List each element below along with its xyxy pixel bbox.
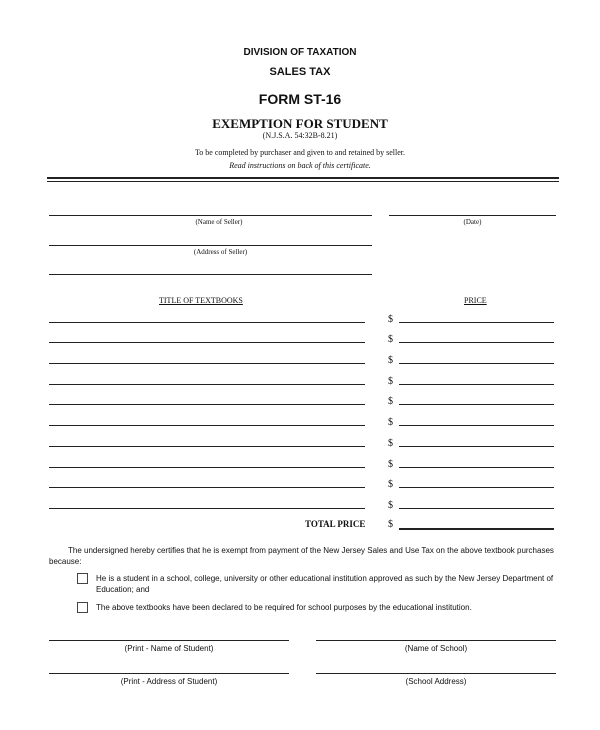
seller-name-line[interactable] bbox=[49, 215, 372, 216]
seller-address-line[interactable] bbox=[49, 245, 372, 246]
price-line[interactable] bbox=[399, 446, 554, 447]
school-address-line[interactable] bbox=[316, 673, 556, 674]
price-header: PRICE bbox=[464, 296, 487, 305]
textbook-title-line[interactable] bbox=[49, 446, 365, 447]
textbook-title-line[interactable] bbox=[49, 342, 365, 343]
dollar-sign: $ bbox=[388, 376, 393, 387]
price-line[interactable] bbox=[399, 322, 554, 323]
date-line[interactable] bbox=[389, 215, 556, 216]
seller-address-label: (Address of Seller) bbox=[193, 248, 248, 256]
required-textbooks-option-text: The above textbooks have been declared to be required for school purposes by the educational institution. bbox=[96, 603, 472, 612]
student-option-text: He is a student in a school, college, university or other educational institution approved as such by the New Jersey Department of Education; and bbox=[96, 574, 554, 594]
price-line[interactable] bbox=[399, 487, 554, 488]
textbook-title-line[interactable] bbox=[49, 425, 365, 426]
form-number: FORM ST-16 bbox=[258, 91, 342, 107]
textbook-title-line[interactable] bbox=[49, 487, 365, 488]
header-rule-top bbox=[47, 177, 559, 179]
division-heading: DIVISION OF TAXATION bbox=[243, 47, 357, 58]
dollar-sign: $ bbox=[388, 438, 393, 449]
price-line[interactable] bbox=[399, 508, 554, 509]
dollar-sign: $ bbox=[388, 459, 393, 470]
required-textbooks-checkbox[interactable] bbox=[77, 602, 88, 613]
total-price-line[interactable] bbox=[399, 528, 554, 530]
total-price-label: TOTAL PRICE bbox=[305, 519, 366, 529]
statute-reference: (N.J.S.A. 54:32B-8.21) bbox=[262, 131, 338, 140]
student-address-label: (Print - Address of Student) bbox=[120, 677, 218, 686]
price-line[interactable] bbox=[399, 425, 554, 426]
price-line[interactable] bbox=[399, 384, 554, 385]
school-address-label: (School Address) bbox=[405, 677, 467, 686]
price-line[interactable] bbox=[399, 467, 554, 468]
school-name-label: (Name of School) bbox=[404, 644, 468, 653]
textbook-title-line[interactable] bbox=[49, 508, 365, 509]
textbook-title-header: TITLE OF TEXTBOOKS bbox=[159, 296, 243, 305]
price-line[interactable] bbox=[399, 404, 554, 405]
dollar-sign: $ bbox=[388, 417, 393, 428]
textbook-title-line[interactable] bbox=[49, 404, 365, 405]
seller-address-line-2[interactable] bbox=[49, 274, 372, 275]
price-line[interactable] bbox=[399, 363, 554, 364]
dollar-sign: $ bbox=[388, 396, 393, 407]
dollar-sign: $ bbox=[388, 334, 393, 345]
student-address-line[interactable] bbox=[49, 673, 289, 674]
student-checkbox[interactable] bbox=[77, 573, 88, 584]
certification-intro: The undersigned hereby certifies that he is exempt from payment of the New Jersey Sales and Use Tax on the above textbook purchases because: bbox=[49, 546, 554, 566]
total-dollar-sign: $ bbox=[388, 519, 393, 530]
tax-heading: SALES TAX bbox=[269, 66, 331, 78]
instruction-line-1: To be completed by purchaser and given to and retained by seller. bbox=[194, 148, 406, 157]
textbook-title-line[interactable] bbox=[49, 322, 365, 323]
dollar-sign: $ bbox=[388, 355, 393, 366]
header-rule-bottom bbox=[47, 181, 559, 182]
textbook-title-line[interactable] bbox=[49, 363, 365, 364]
school-name-line[interactable] bbox=[316, 640, 556, 641]
price-line[interactable] bbox=[399, 342, 554, 343]
textbook-title-line[interactable] bbox=[49, 384, 365, 385]
student-name-label: (Print - Name of Student) bbox=[124, 644, 214, 653]
textbook-title-line[interactable] bbox=[49, 467, 365, 468]
student-name-line[interactable] bbox=[49, 640, 289, 641]
date-label: (Date) bbox=[463, 218, 482, 226]
dollar-sign: $ bbox=[388, 500, 393, 511]
instruction-line-2: Read instructions on back of this certificate. bbox=[229, 161, 371, 170]
seller-name-label: (Name of Seller) bbox=[195, 218, 243, 226]
dollar-sign: $ bbox=[388, 314, 393, 325]
form-title: EXEMPTION FOR STUDENT bbox=[212, 116, 388, 131]
dollar-sign: $ bbox=[388, 479, 393, 490]
